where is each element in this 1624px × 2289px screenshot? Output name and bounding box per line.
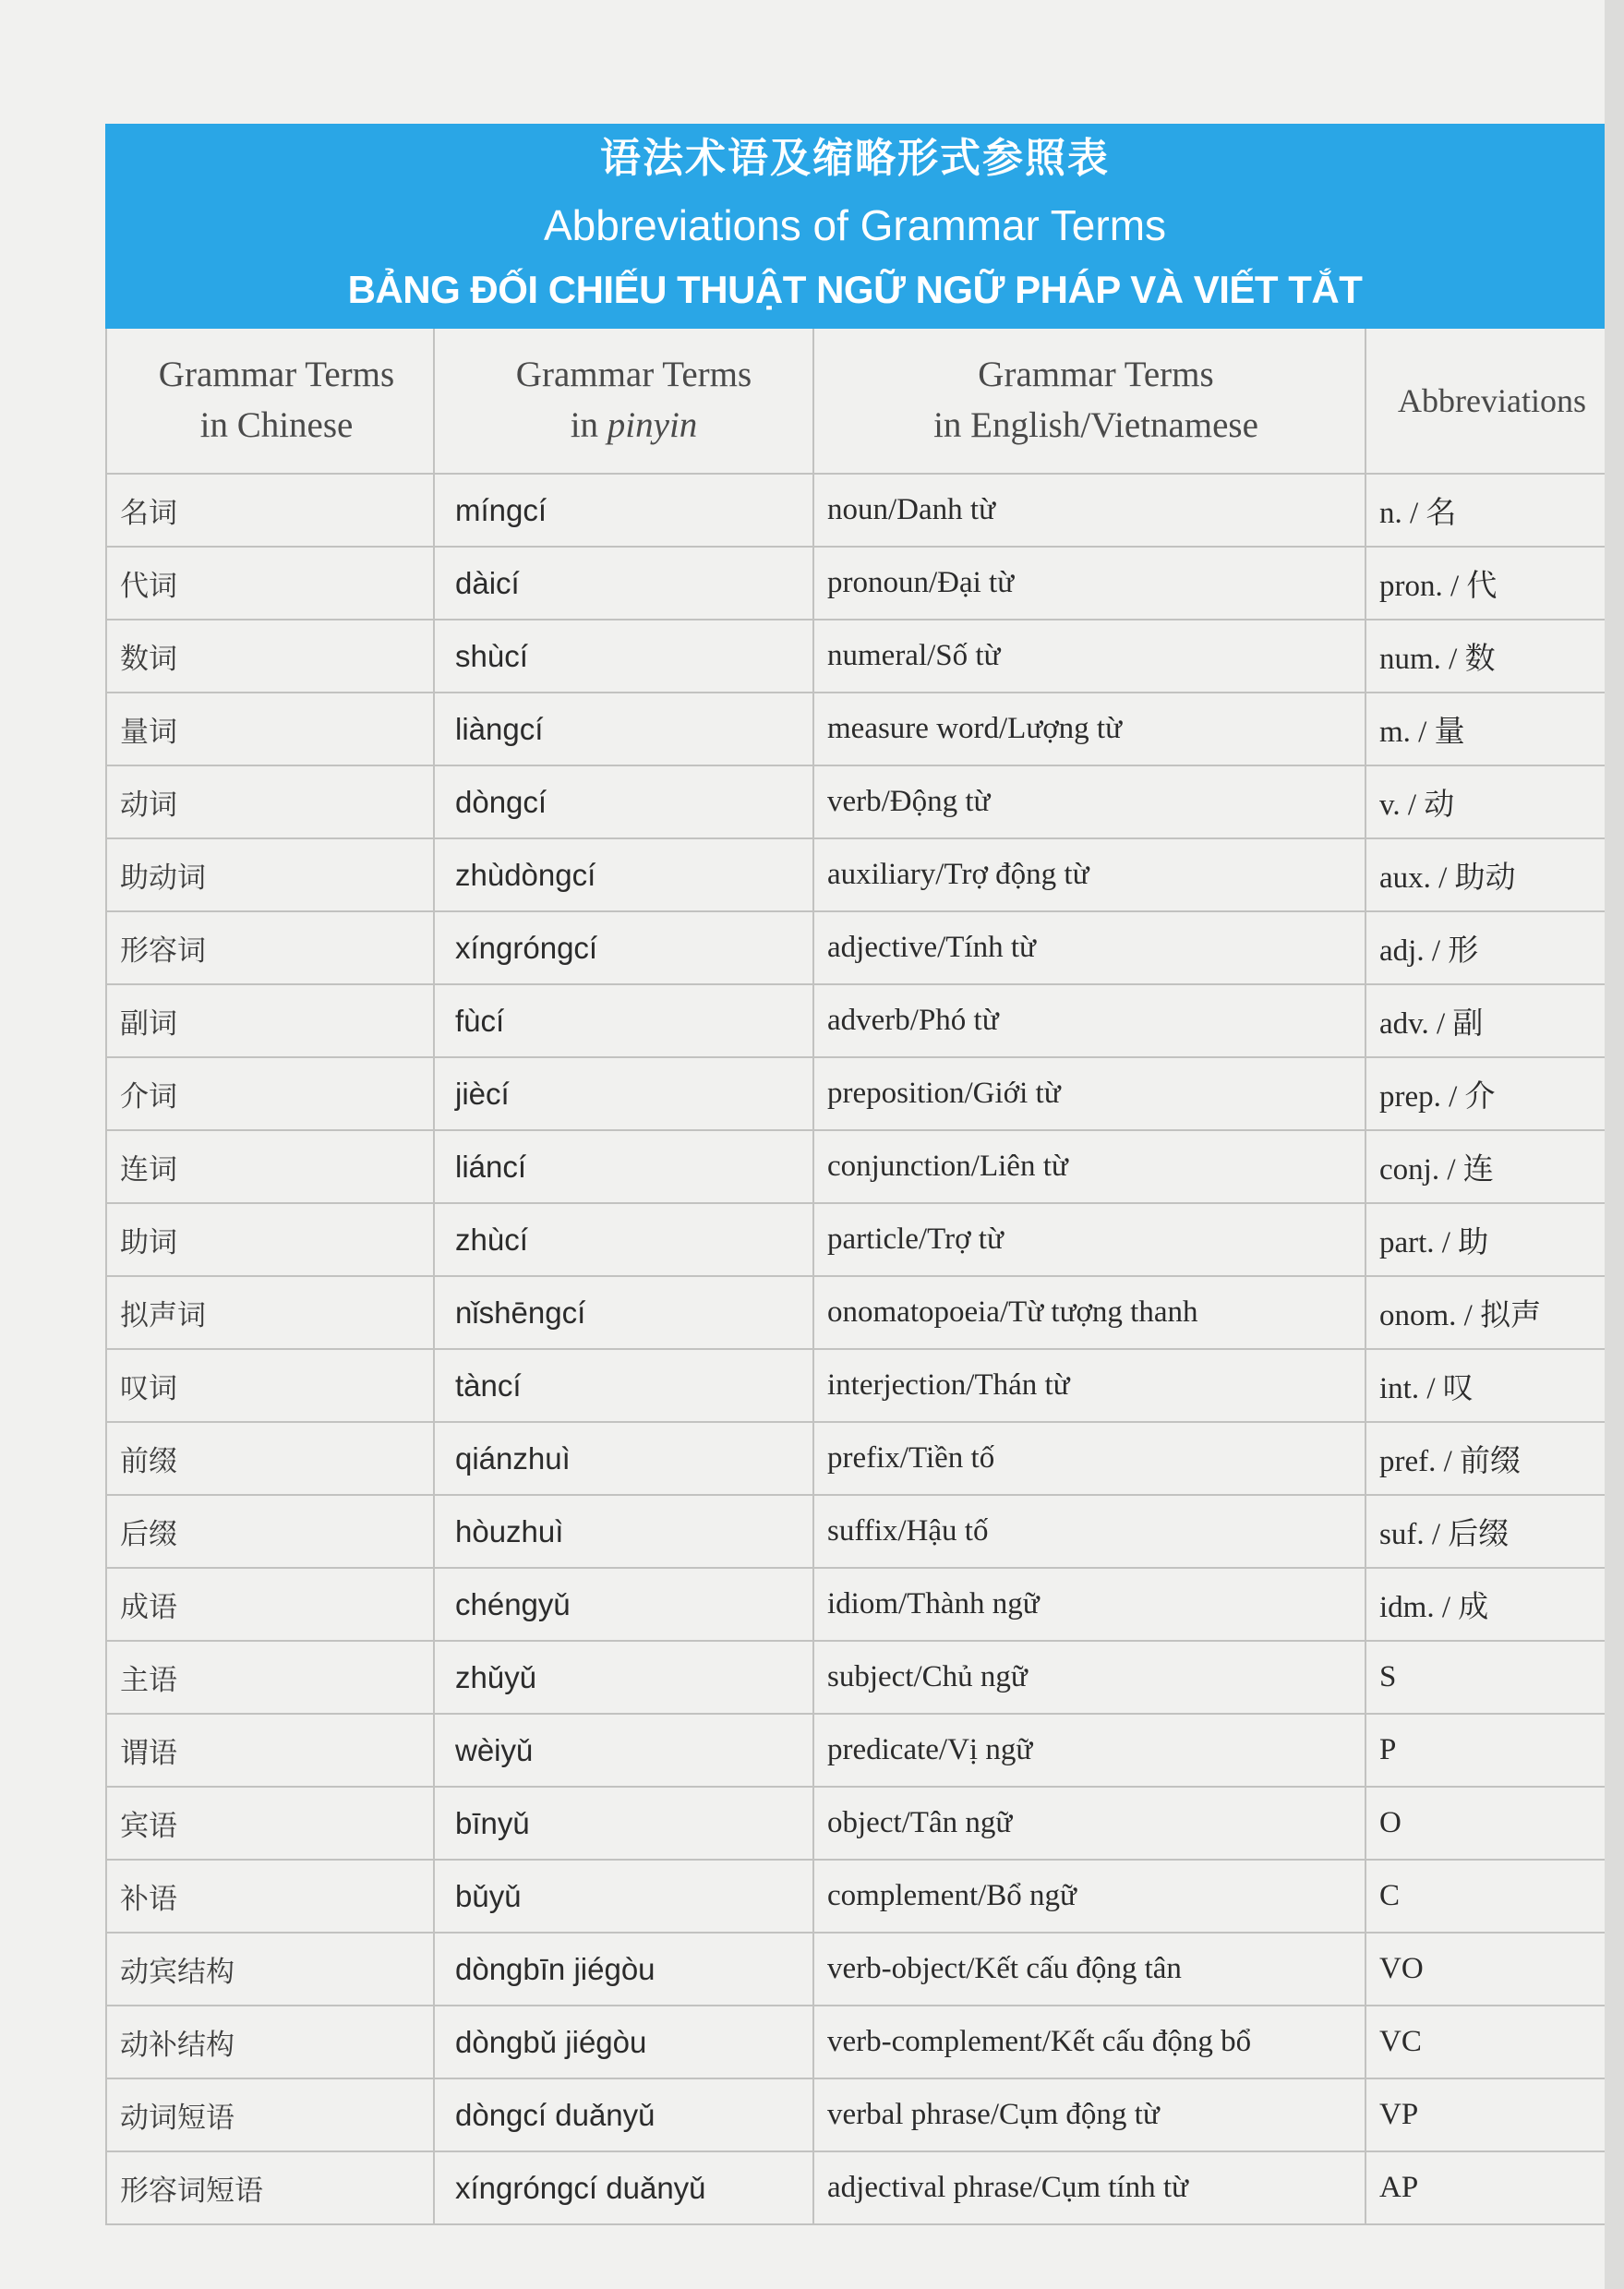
table-row — [105, 2079, 1605, 2152]
column-header-abbreviations-label: Abbreviations — [1398, 381, 1586, 419]
english-vietnamese-cell: adverb/Phó từ — [812, 985, 1365, 1058]
table-row — [105, 912, 1605, 985]
pinyin-cell: dòngcí duǎnyǔ — [433, 2079, 812, 2152]
table-row — [105, 1642, 1605, 1715]
table-row — [105, 1350, 1605, 1423]
table-row — [105, 548, 1605, 620]
pinyin-cell: dòngbīn jiégòu — [433, 1934, 812, 2006]
table-row — [105, 985, 1605, 1058]
abbreviation-cell: m. / 量 — [1365, 693, 1605, 766]
chinese-term-cell: 叹词 — [105, 1350, 433, 1423]
table-row — [105, 1934, 1605, 2006]
column-header-pinyin-line2 — [571, 401, 698, 452]
english-vietnamese-cell: verbal phrase/Cụm động từ — [812, 2079, 1365, 2152]
table-row — [105, 475, 1605, 548]
abbreviation-cell: onom. / 拟声 — [1365, 1277, 1605, 1350]
table-row — [105, 2152, 1605, 2225]
chinese-term-cell: 动词 — [105, 766, 433, 839]
english-vietnamese-cell: idiom/Thành ngữ — [812, 1569, 1365, 1642]
abbreviation-cell: VP — [1365, 2079, 1605, 2152]
column-header-english-vietnamese-line1: Grammar Terms — [978, 355, 1214, 395]
english-vietnamese-cell: prefix/Tiền tố — [812, 1423, 1365, 1496]
column-header-chinese-line1: Grammar Terms — [158, 355, 395, 395]
english-vietnamese-cell: adjectival phrase/Cụm tính từ — [812, 2152, 1365, 2225]
english-vietnamese-cell: auxiliary/Trợ động từ — [812, 839, 1365, 912]
abbreviation-cell: aux. / 助动 — [1365, 839, 1605, 912]
chinese-term-cell: 形容词短语 — [105, 2152, 433, 2225]
english-vietnamese-cell: pronoun/Đại từ — [812, 548, 1365, 620]
column-header-abbreviations — [1365, 329, 1605, 475]
chinese-term-cell: 主语 — [105, 1642, 433, 1715]
english-vietnamese-cell: particle/Trợ từ — [812, 1204, 1365, 1277]
table-row — [105, 1277, 1605, 1350]
pinyin-cell: zhǔyǔ — [433, 1642, 812, 1715]
pinyin-cell: wèiyǔ — [433, 1715, 812, 1788]
table-row — [105, 839, 1605, 912]
chinese-term-cell: 后缀 — [105, 1496, 433, 1569]
english-vietnamese-cell: measure word/Lượng từ — [812, 693, 1365, 766]
english-vietnamese-cell: noun/Danh từ — [812, 475, 1365, 548]
chinese-term-cell: 拟声词 — [105, 1277, 433, 1350]
pinyin-cell: xíngróngcí — [433, 912, 812, 985]
chinese-term-cell: 形容词 — [105, 912, 433, 985]
abbreviation-cell: C — [1365, 1861, 1605, 1934]
table-row — [105, 1131, 1605, 1204]
table-body — [105, 475, 1605, 2225]
abbreviation-cell: idm. / 成 — [1365, 1569, 1605, 1642]
english-vietnamese-cell: onomatopoeia/Từ tượng thanh — [812, 1277, 1365, 1350]
title-chinese: 语法术语及缩略形式参照表 — [600, 135, 1110, 182]
page-edge-shadow — [1605, 0, 1624, 2289]
table-row — [105, 1204, 1605, 1277]
column-header-english-vietnamese-line2: in English/Vietnamese — [933, 405, 1258, 445]
abbreviation-cell: P — [1365, 1715, 1605, 1788]
table-row — [105, 693, 1605, 766]
pinyin-cell: qiánzhuì — [433, 1423, 812, 1496]
title-vietnamese: BẢNG ĐỐI CHIẾU THUẬT NGỮ NGỮ PHÁP VÀ VIẾT TẮT — [347, 268, 1363, 311]
pinyin-cell: dòngbǔ jiégòu — [433, 2006, 812, 2079]
abbreviation-cell: adv. / 副 — [1365, 985, 1605, 1058]
chinese-term-cell: 动补结构 — [105, 2006, 433, 2079]
chinese-term-cell: 宾语 — [105, 1788, 433, 1861]
english-vietnamese-cell: interjection/Thán từ — [812, 1350, 1365, 1423]
abbreviation-cell: v. / 动 — [1365, 766, 1605, 839]
table-row — [105, 1715, 1605, 1788]
pinyin-cell: nǐshēngcí — [433, 1277, 812, 1350]
chinese-term-cell: 补语 — [105, 1861, 433, 1934]
pinyin-cell: bǔyǔ — [433, 1861, 812, 1934]
pinyin-cell: zhùdòngcí — [433, 839, 812, 912]
english-vietnamese-cell: preposition/Giới từ — [812, 1058, 1365, 1131]
english-vietnamese-cell: verb/Động từ — [812, 766, 1365, 839]
table-row — [105, 1569, 1605, 1642]
chinese-term-cell: 成语 — [105, 1569, 433, 1642]
chinese-term-cell: 谓语 — [105, 1715, 433, 1788]
english-vietnamese-cell: suffix/Hậu tố — [812, 1496, 1365, 1569]
abbreviation-cell: n. / 名 — [1365, 475, 1605, 548]
chinese-term-cell: 助动词 — [105, 839, 433, 912]
abbreviation-cell: int. / 叹 — [1365, 1350, 1605, 1423]
pinyin-cell: tàncí — [433, 1350, 812, 1423]
column-header-pinyin — [433, 329, 812, 475]
chinese-term-cell: 名词 — [105, 475, 433, 548]
abbreviation-cell: adj. / 形 — [1365, 912, 1605, 985]
abbreviation-cell: pron. / 代 — [1365, 548, 1605, 620]
pinyin-cell: jiècí — [433, 1058, 812, 1131]
english-vietnamese-cell: adjective/Tính từ — [812, 912, 1365, 985]
pinyin-cell: liàngcí — [433, 693, 812, 766]
abbreviation-cell: num. / 数 — [1365, 620, 1605, 693]
grammar-terms-table — [105, 329, 1605, 2225]
english-vietnamese-cell: conjunction/Liên từ — [812, 1131, 1365, 1204]
column-header-pinyin-word: pinyin — [607, 405, 698, 445]
pinyin-cell: dòngcí — [433, 766, 812, 839]
abbreviation-cell: conj. / 连 — [1365, 1131, 1605, 1204]
abbreviation-cell: O — [1365, 1788, 1605, 1861]
chinese-term-cell: 前缀 — [105, 1423, 433, 1496]
chinese-term-cell: 助词 — [105, 1204, 433, 1277]
column-header-english-vietnamese — [812, 329, 1365, 475]
chinese-term-cell: 介词 — [105, 1058, 433, 1131]
abbreviation-cell: S — [1365, 1642, 1605, 1715]
abbreviation-cell: pref. / 前缀 — [1365, 1423, 1605, 1496]
title-english: Abbreviations of Grammar Terms — [543, 201, 1167, 249]
table-row — [105, 1788, 1605, 1861]
chinese-term-cell: 连词 — [105, 1131, 433, 1204]
chinese-term-cell: 动宾结构 — [105, 1934, 433, 2006]
table-row — [105, 766, 1605, 839]
chinese-term-cell: 代词 — [105, 548, 433, 620]
table-header-row — [105, 329, 1605, 475]
title-banner — [105, 124, 1605, 329]
english-vietnamese-cell: numeral/Số từ — [812, 620, 1365, 693]
table-row — [105, 1496, 1605, 1569]
table-row — [105, 1423, 1605, 1496]
pinyin-cell: shùcí — [433, 620, 812, 693]
chinese-term-cell: 量词 — [105, 693, 433, 766]
abbreviation-cell: part. / 助 — [1365, 1204, 1605, 1277]
pinyin-cell: fùcí — [433, 985, 812, 1058]
english-vietnamese-cell: verb-object/Kết cấu động tân — [812, 1934, 1365, 2006]
pinyin-cell: míngcí — [433, 475, 812, 548]
column-header-chinese — [105, 329, 433, 475]
pinyin-cell: zhùcí — [433, 1204, 812, 1277]
abbreviation-cell: VC — [1365, 2006, 1605, 2079]
pinyin-cell: dàicí — [433, 548, 812, 620]
english-vietnamese-cell: complement/Bổ ngữ — [812, 1861, 1365, 1934]
table-row — [105, 2006, 1605, 2079]
english-vietnamese-cell: object/Tân ngữ — [812, 1788, 1365, 1861]
column-header-pinyin-in: in — [570, 405, 599, 445]
english-vietnamese-cell: subject/Chủ ngữ — [812, 1642, 1365, 1715]
chinese-term-cell: 副词 — [105, 985, 433, 1058]
abbreviation-cell: suf. / 后缀 — [1365, 1496, 1605, 1569]
abbreviation-cell: prep. / 介 — [1365, 1058, 1605, 1131]
pinyin-cell: bīnyǔ — [433, 1788, 812, 1861]
column-header-pinyin-line1: Grammar Terms — [515, 355, 752, 395]
english-vietnamese-cell: verb-complement/Kết cấu động bổ — [812, 2006, 1365, 2079]
pinyin-cell: hòuzhuì — [433, 1496, 812, 1569]
pinyin-cell: chéngyǔ — [433, 1569, 812, 1642]
table-row — [105, 1058, 1605, 1131]
chinese-term-cell: 动词短语 — [105, 2079, 433, 2152]
abbreviation-cell: AP — [1365, 2152, 1605, 2225]
table-row — [105, 620, 1605, 693]
chinese-term-cell: 数词 — [105, 620, 433, 693]
pinyin-cell: xíngróngcí duǎnyǔ — [433, 2152, 812, 2225]
pinyin-cell: liáncí — [433, 1131, 812, 1204]
english-vietnamese-cell: predicate/Vị ngữ — [812, 1715, 1365, 1788]
column-header-chinese-line2: in Chinese — [199, 405, 354, 445]
table-row — [105, 1861, 1605, 1934]
abbreviation-cell: VO — [1365, 1934, 1605, 2006]
